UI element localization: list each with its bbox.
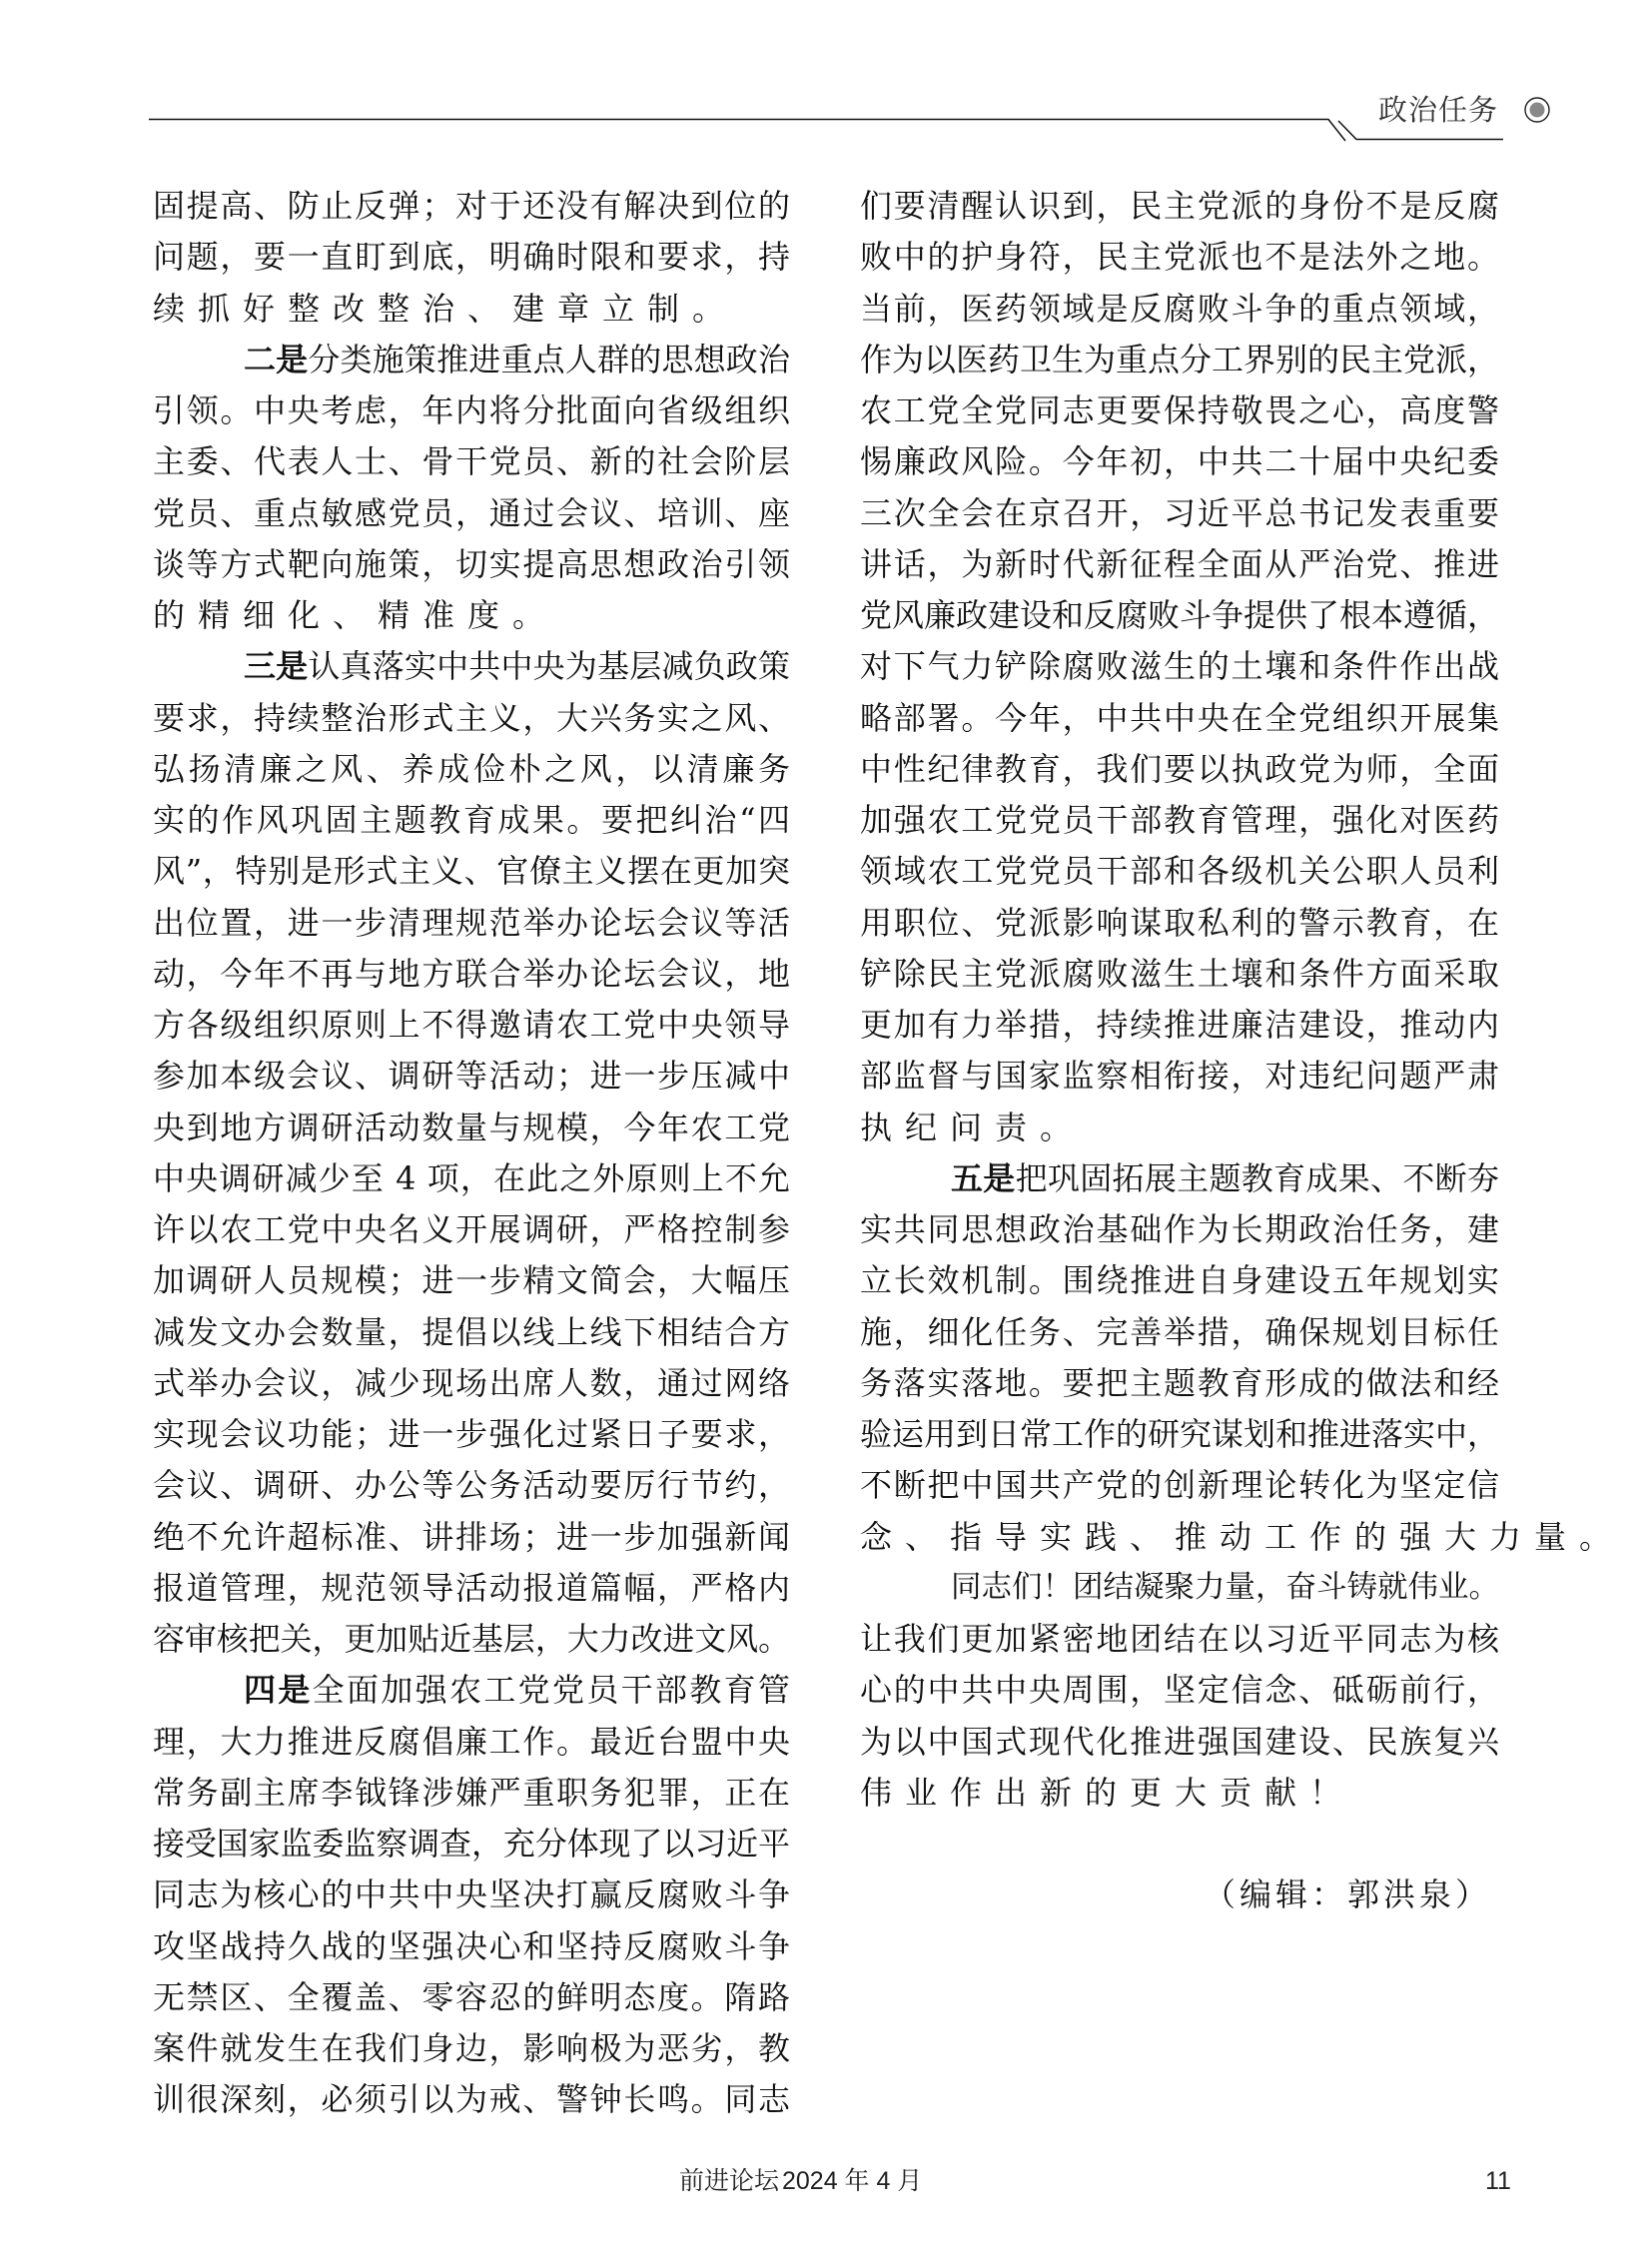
section-title: 政治任务 [1378, 93, 1499, 127]
text-line [153, 544, 790, 595]
line-text: 加强农工党党员干部教育管理，强化对医药 [860, 801, 1499, 839]
line-text: 谈等方式靶向施策，切实提高思想政治引领 [153, 544, 790, 583]
text-line [860, 1517, 1625, 1568]
text-line [153, 1465, 790, 1516]
text-line [153, 186, 790, 237]
line-text: 用职位、党派影响谋取私利的警示教育，在 [860, 903, 1499, 942]
text-line [860, 903, 1499, 954]
text-line [153, 1517, 790, 1568]
line-text: 容审核把关，更加贴近基层，大力改进文风。 [153, 1620, 790, 1658]
text-line [860, 1670, 1499, 1721]
text-line [153, 595, 790, 646]
line-text: 领域农工党党员干部和各级机关公职人员利 [860, 852, 1499, 891]
text-line [860, 1363, 1499, 1414]
line-text: 案件就发生在我们身边，影响极为恶劣，教 [153, 2029, 790, 2067]
text-line [860, 698, 1499, 749]
line-text: 主委、代表人士、骨干党员、新的社会阶层 [153, 442, 790, 481]
text-line [860, 544, 1499, 595]
line-text: 问题，要一直盯到底，明确时限和要求，持 [153, 238, 790, 277]
text-line [860, 1414, 1499, 1465]
line-text: 央到地方调研活动数量与规模，今年农工党 [153, 1108, 790, 1146]
line-text: 农工党全党同志更要保持敬畏之心，高度警 [860, 391, 1499, 429]
text-line [153, 1773, 790, 1824]
line-text: 无禁区、全覆盖、零容忍的鲜明态度。隋路 [153, 1977, 790, 2016]
line-text: 施，细化任务、完善举措，确保规划目标任 [860, 1312, 1499, 1351]
text-line [153, 441, 790, 492]
text-line [153, 1414, 790, 1465]
text-line [860, 237, 1499, 288]
line-text: 执纪问责。 [860, 1108, 1086, 1146]
text-line [860, 595, 1499, 646]
line-text: 对下气力铲除腐败滋生的土壤和条件作出战 [860, 647, 1499, 686]
line-text: 为以中国式现代化推进强国建设、民族复兴 [860, 1722, 1499, 1761]
text-line [153, 2028, 790, 2079]
point-lead: 四是 [244, 1671, 313, 1710]
line-text: 心的中共中央周围，坚定信念、砥砺前行， [860, 1671, 1499, 1710]
point-lead: 二是 [244, 340, 309, 378]
line-text: 要求，持续整治形式主义，大兴务实之风、 [153, 698, 790, 737]
text-line [860, 851, 1499, 902]
line-text: 固提高、防止反弹；对于还没有解决到位的 [153, 187, 790, 225]
text-line [153, 851, 790, 902]
footer-page-number: 11 [1485, 2167, 1511, 2195]
text-line [860, 186, 1499, 237]
line-text: 加调研人员规模；进一步精文简会，大幅压 [153, 1261, 790, 1300]
text-line [860, 1108, 1499, 1158]
line-text: 念、指导实践、推动工作的强大力量。 [860, 1517, 1625, 1556]
line-text: 务落实落地。要把主题教育形成的做法和经 [860, 1363, 1499, 1402]
header-rule [0, 0, 1652, 160]
line-text: 的精细化、精准度。 [153, 596, 558, 634]
text-line [153, 1977, 790, 2028]
text-line [153, 493, 790, 544]
line-text: 实现会议功能；进一步强化过紧日子要求， [153, 1415, 790, 1453]
line-text: 作为以医药卫生为重点分工界别的民主党派， [860, 340, 1499, 378]
line-text: 全面加强农工党党员干部教育管 [312, 1671, 790, 1710]
line-text: 铲除民主党派腐败滋生土壤和条件方面采取 [860, 954, 1499, 993]
footer-magazine-name: 前进论坛 [679, 2167, 780, 2195]
blank-line [860, 1824, 1499, 1874]
text-line [860, 1056, 1499, 1107]
text-line [860, 1005, 1499, 1056]
text-line [153, 1260, 790, 1311]
line-text: 报道管理，规范领导活动报道篇幅，严格内 [153, 1568, 790, 1607]
line-text: 们要清醒认识到，民主党派的身份不是反腐 [860, 187, 1499, 225]
text-line [153, 954, 790, 1005]
text-line [153, 1158, 790, 1209]
line-text: 中央调研减少至 4 项，在此之外原则上不允 [153, 1158, 790, 1197]
line-text: 动，今年不再与地方联合举办论坛会议，地 [153, 954, 790, 993]
line-text: 认真落实中共中央为基层减负政策 [308, 647, 790, 686]
text-line [860, 1209, 1499, 1260]
point-lead: 三是 [244, 647, 309, 686]
text-line [153, 1722, 790, 1773]
text-line [860, 1312, 1499, 1363]
line-text: 式举办会议，减少现场出席人数，通过网络 [153, 1363, 790, 1402]
text-line [860, 390, 1499, 441]
right-column [860, 186, 1625, 1926]
line-text: 风”，特别是形式主义、官僚主义摆在更加突 [153, 852, 790, 891]
line-text: 弘扬清廉之风、养成俭朴之风，以清廉务 [153, 749, 790, 788]
point-lead: 五是 [951, 1158, 1016, 1197]
text-line [153, 1619, 790, 1670]
line-text: 把巩固拓展主题教育成果、不断夯 [1015, 1158, 1499, 1197]
text-line [153, 646, 790, 697]
text-line [153, 390, 790, 441]
text-line [860, 1773, 1499, 1824]
text-line [153, 800, 790, 851]
text-line [153, 1874, 790, 1925]
line-text: 减发文办会数量，提倡以线上线下相结合方 [153, 1312, 790, 1351]
line-text: 绝不允许超标准、讲排场；进一步加强新闻 [153, 1517, 790, 1556]
text-line [860, 289, 1499, 340]
line-text: 中性纪律教育，我们要以执政党为师，全面 [860, 749, 1499, 788]
line-text: 当前，医药领域是反腐败斗争的重点领域， [860, 289, 1499, 328]
line-text: 引领。中央考虑，年内将分批面向省级组织 [153, 391, 790, 429]
line-text: 党员、重点敏感党员，通过会议、培训、座 [153, 493, 790, 532]
text-line [860, 800, 1499, 851]
line-text: 党风廉政建设和反腐败斗争提供了根本遵循， [860, 596, 1499, 634]
text-line [860, 441, 1499, 492]
text-line [153, 1363, 790, 1414]
text-line [153, 1926, 790, 1977]
text-line [860, 954, 1499, 1005]
text-line [153, 1108, 790, 1158]
line-text: 实的作风巩固主题教育成果。要把纠治“四 [153, 801, 790, 839]
text-line [860, 1260, 1499, 1311]
line-text: 不断把中国共产党的创新理论转化为坚定信 [860, 1466, 1499, 1505]
line-text: 让我们更加紧密地团结在以习近平同志为核 [860, 1620, 1499, 1658]
line-text: 部监督与国家监察相衔接，对违纪问题严肃 [860, 1057, 1499, 1096]
text-line [860, 340, 1499, 390]
target-circle-icon [1525, 98, 1549, 122]
text-line [860, 1465, 1499, 1516]
text-line [153, 698, 790, 749]
footer-issue-date: 2024 年 4 月 [782, 2167, 923, 2195]
line-text: 出位置，进一步清理规范举办论坛会议等活 [153, 903, 790, 942]
line-text: 伟业作出新的更大贡献！ [860, 1773, 1355, 1812]
text-line [860, 1722, 1499, 1773]
line-text: 同志们！团结凝聚力量，奋斗铸就伟业。 [951, 1569, 1499, 1605]
line-text: 同志为核心的中共中央坚决打赢反腐败斗争 [153, 1875, 790, 1914]
text-line [860, 1568, 1499, 1619]
text-line [153, 1056, 790, 1107]
text-line [153, 749, 790, 800]
text-line [153, 1209, 790, 1260]
line-text: 更加有力举措，持续推进廉洁建设，推动内 [860, 1006, 1499, 1044]
text-line [153, 1670, 790, 1721]
text-line [860, 493, 1499, 544]
text-line [860, 646, 1499, 697]
line-text: 验运用到日常工作的研究谋划和推进落实中， [860, 1415, 1499, 1453]
line-text: 三次全会在京召开，习近平总书记发表重要 [860, 493, 1499, 532]
line-text: 攻坚战持久战的坚强决心和坚持反腐败斗争 [153, 1926, 790, 1965]
text-line [860, 749, 1499, 800]
line-text: 参加本级会议、调研等活动；进一步压减中 [153, 1057, 790, 1096]
line-text: 许以农工党中央名义开展调研，严格控制参 [153, 1210, 790, 1248]
left-column [153, 186, 790, 2131]
line-text: 理，大力推进反腐倡廉工作。最近台盟中央 [153, 1722, 790, 1761]
line-text: 分类施策推进重点人群的思想政治 [308, 340, 790, 378]
line-text: 训很深刻，必须引以为戒、警钟长鸣。同志 [153, 2080, 790, 2119]
text-line [153, 1312, 790, 1363]
line-text: 略部署。今年，中共中央在全党组织开展集 [860, 698, 1499, 737]
text-line [153, 1824, 790, 1874]
line-text: 方各级组织原则上不得邀请农工党中央领导 [153, 1006, 790, 1044]
text-line [153, 289, 790, 340]
line-text: 续抓好整改整治、建章立制。 [153, 289, 738, 328]
line-text: 讲话，为新时代新征程全面从严治党、推进 [860, 544, 1499, 583]
line-text: 常务副主席李钺锋涉嫌严重职务犯罪，正在 [153, 1773, 790, 1812]
text-line [153, 237, 790, 288]
line-text: 实共同思想政治基础作为长期政治任务，建 [860, 1210, 1499, 1248]
text-line [153, 903, 790, 954]
line-text: 立长效机制。围绕推进自身建设五年规划实 [860, 1261, 1499, 1300]
text-line [153, 340, 790, 390]
line-text: 惕廉政风险。今年初，中共二十届中央纪委 [860, 442, 1499, 481]
text-line [860, 1619, 1499, 1670]
text-line [153, 1005, 790, 1056]
text-line [860, 1158, 1499, 1209]
line-text: 接受国家监委监察调查，充分体现了以习近平 [153, 1825, 790, 1863]
header-rule-line [149, 120, 1345, 142]
line-text: 会议、调研、办公等公务活动要厉行节约， [153, 1466, 790, 1505]
editor-credit: （编辑：郭洪泉） [1203, 1875, 1491, 1914]
text-line [153, 2079, 790, 2130]
text-line [153, 1568, 790, 1619]
line-text: 败中的护身符，民主党派也不是法外之地。 [860, 238, 1499, 277]
